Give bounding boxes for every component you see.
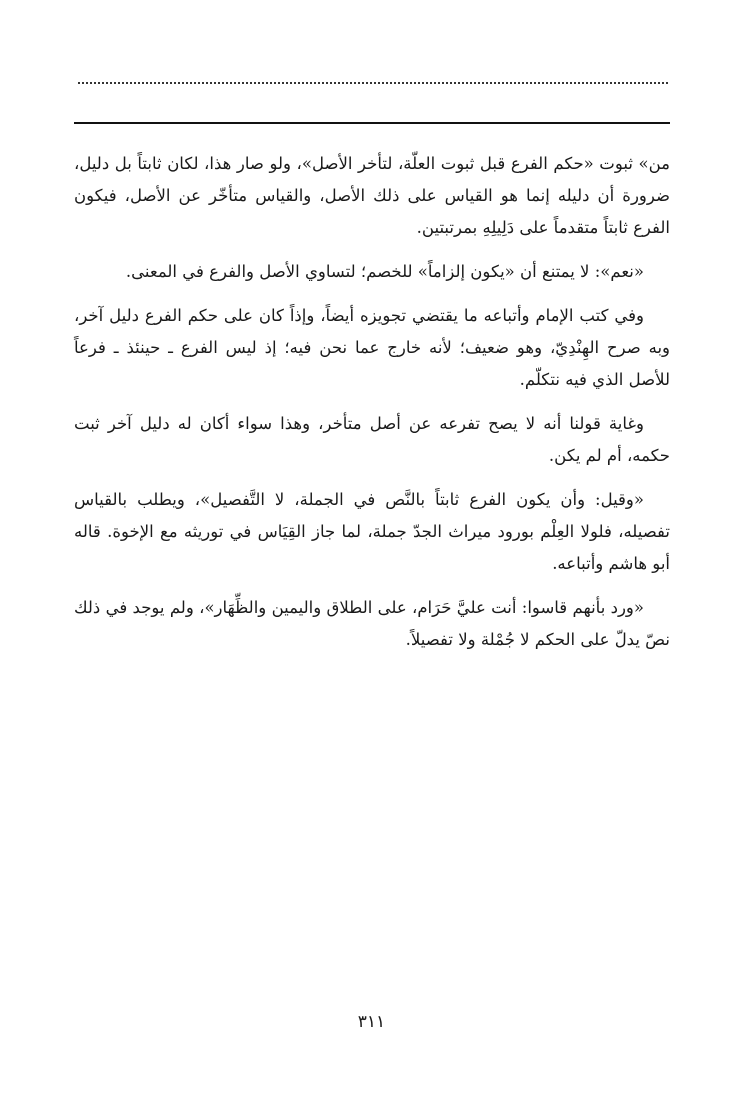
body-text bbox=[74, 148, 670, 668]
paragraph-2: «نعم»: لا يمتنع أن «يكون إلزاماً» للخصم؛ لتساوي الأصل والفرع في المعنى. bbox=[125, 262, 644, 281]
page-number: ٣١١ bbox=[357, 1012, 386, 1032]
paragraph-6: «ورد بأنهم قاسوا: أنت عليَّ حَرَام، على الطلاق واليمين والظِّهَار»، ولم يوجد في ذلك نصّ يدلّ على الحكم لا جُمْلة ولا تفصيلاً. bbox=[74, 598, 670, 649]
paragraph-4: وغاية قولنا أنه لا يصح تفرعه عن أصل متأخر، وهذا سواء أكان له دليل آخر ثبت حكمه، أم لم يكن. bbox=[74, 414, 670, 465]
paragraph-3: وفي كتب الإمام وأتباعه ما يقتضي تجويزه أيضاً، وإذاً كان على حكم الفرع دليل آخر، وبه صرح الهِنْدِيّ، وهو ضعيف؛ لأنه خارج عما نحن فيه؛ إذ ليس الفرع ـ حينئذ ـ فرعاً للأصل الذي فيه نتكلّم. bbox=[74, 306, 670, 389]
paragraph-1: من» ثبوت «حكم الفرع قبل ثبوت العلّة، لتأخر الأصل»، ولو صار هذا، لكان ثابتاً بل دليل، ضرورة أن دليله إنما هو القياس على ذلك الأصل، والقياس متأخّر عن الأصل، فيكون الفرع ثابتاً متقدماً على دَلِيلِهِ بمرتبتين. bbox=[74, 154, 670, 237]
header-rule bbox=[74, 122, 670, 124]
dotted-separator bbox=[78, 82, 668, 84]
paragraph-5: «وقيل: وأن يكون الفرع ثابتاً بالنَّص في الجملة، لا التَّفصيل»، ويطلب بالقياس تفصيله، فلولا العِلْم بورود ميراث الجدّ جملة، لما جاز القِيَاس في توريثه مع الإخوة. قاله أبو هاشم وأتباعه. bbox=[74, 490, 670, 573]
